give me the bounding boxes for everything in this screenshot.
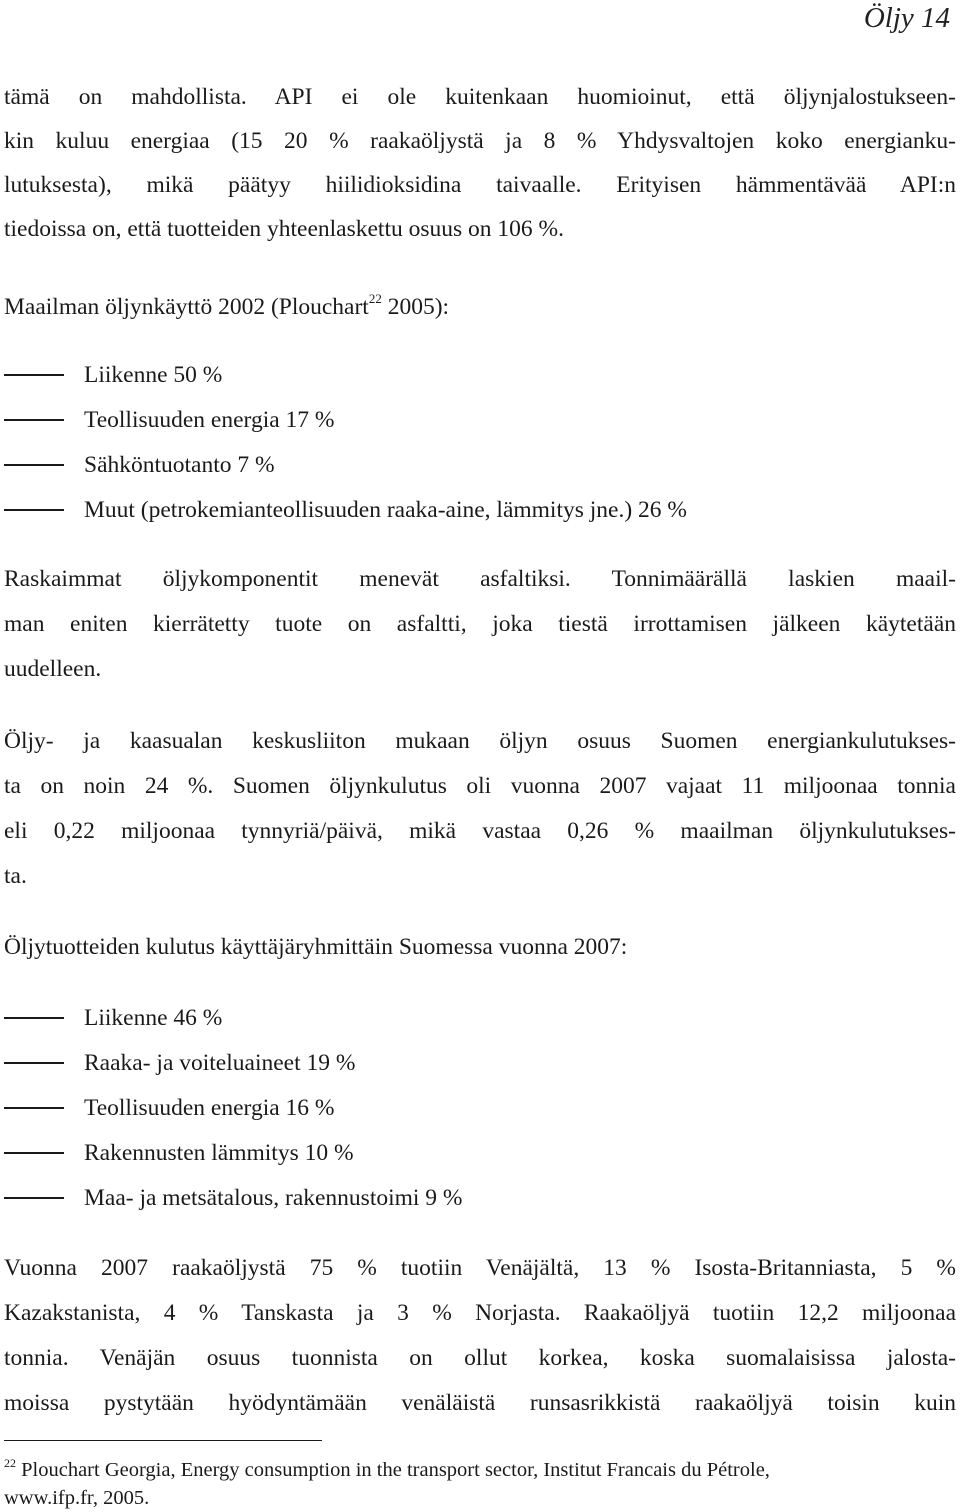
footnote-ref: 22 [368,291,382,306]
dash-bullet [4,374,64,376]
footnote-rule [4,1440,322,1441]
list-item: Teollisuuden energia 16 % [4,1097,334,1121]
text-line: man eniten kierrätetty tuote on asfaltti, joka tiestä irrottamisen jälkeen käytetään [4,611,956,637]
footnote-line: www.ifp.fr, 2005. [4,1487,150,1509]
text-line: tiedoissa on, että tuotteiden yhteenlaskettu osuus on 106 %. [4,216,564,242]
list-item: Muut (petrokemianteollisuuden raaka-aine, lämmitys jne.) 26 % [4,499,687,523]
footnote-number: 22 [4,1456,16,1470]
dash-bullet [4,1017,64,1019]
text-line: Kazakstanista, 4 % Tanskasta ja 3 % Norjasta. Raakaöljyä tuotiin 12,2 miljoonaa [4,1300,956,1326]
dash-bullet [4,1197,64,1199]
dash-bullet [4,1062,64,1064]
dash-bullet [4,419,64,421]
dash-bullet [4,509,64,511]
text-line: Vuonna 2007 raakaöljystä 75 % tuotiin Venäjältä, 13 % Isosta-Britanniasta, 5 % [4,1255,956,1281]
list-item: Maa- ja metsätalous, rakennustoimi 9 % [4,1187,463,1211]
text-line: eli 0,22 miljoonaa tynnyriä/päivä, mikä vastaa 0,26 % maailman öljynkulutukses- [4,818,956,844]
text-line: uudelleen. [4,656,102,682]
text-line: moissa pystytään hyödyntämään venäläistä runsasrikkistä raakaöljyä toisin kuin [4,1390,956,1416]
dash-bullet [4,464,64,466]
text-line: tämä on mahdollista. API ei ole kuitenkaan huomioinut, että öljynjalostukseen- [4,84,956,110]
text-line: kin kuluu energiaa (15 20 % raakaöljystä ja 8 % Yhdysvaltojen koko energianku- [4,128,956,154]
text-line: ta. [4,863,27,889]
text-line: tonnia. Venäjän osuus tuonnista on ollut korkea, koska suomalaisissa jalosta- [4,1345,956,1371]
text-line: Raskaimmat öljykomponentit menevät asfaltiksi. Tonnimäärällä laskien maail- [4,566,956,592]
world-use-intro: Maailman öljynkäyttö 2002 (Plouchart$^{22}$ 2005): [4,291,450,320]
running-header: Öljy 14 [863,2,950,34]
list-item: Teollisuuden energia 17 % [4,409,334,433]
finland-use-intro: Öljytuotteiden kulutus käyttäjäryhmittäin Suomessa vuonna 2007: [4,934,628,960]
list-item: Liikenne 50 % [4,364,222,388]
list-item: Rakennusten lämmitys 10 % [4,1142,354,1166]
text-line: Öljy- ja kaasualan keskusliiton mukaan öljyn osuus Suomen energiankulutukses- [4,728,956,754]
footnote-line: $^{22}$ Plouchart Georgia, Energy consumption in the transport sector, Institut Francais du Pétrole, [4,1456,770,1481]
list-item: Liikenne 46 % [4,1007,222,1031]
dash-bullet [4,1107,64,1109]
text-line: ta on noin 24 %. Suomen öljynkulutus oli vuonna 2007 vajaat 11 miljoonaa tonnia [4,773,956,799]
list-item: Sähköntuotanto 7 % [4,454,275,478]
dash-bullet [4,1152,64,1154]
text-line: lutuksesta), mikä päätyy hiilidioksidina taivaalle. Erityisen hämmentävää API:n [4,172,956,198]
list-item: Raaka- ja voiteluaineet 19 % [4,1052,355,1076]
